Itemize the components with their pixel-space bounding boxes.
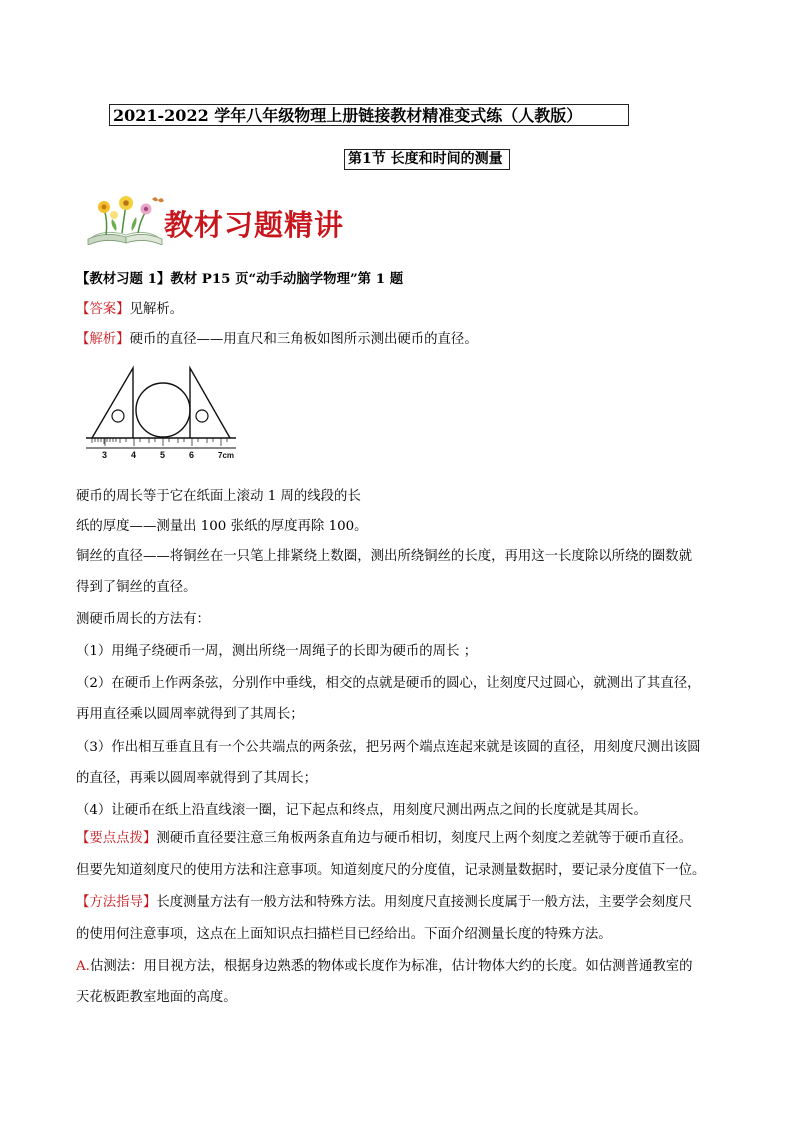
key-points-line-2: 但要先知道刻度尺的使用方法和注意事项。知道刻度尺的分度值，记录测量数据时，要记录分度值下一位。	[76, 863, 706, 878]
methods-intro: 测硬币周长的方法有：	[76, 612, 210, 627]
key-points-line-1: 测硬币直径要注意三角板两条直角边与硬币相切，刻度尺上两个刻度之差就等于硬币直径。	[156, 831, 692, 846]
analysis-tag: 【解析】	[76, 332, 130, 347]
method-3-line-1: （3）作出相互垂直且有一个公共端点的两条弦，把另两个端点连起来就是该圆的直径，用刻度尺测出该圆	[76, 740, 701, 755]
method-guide-tag: 【方法指导】	[76, 895, 157, 910]
copper-wire-text-2: 得到了铜丝的直径。	[76, 580, 197, 595]
method-3-line-2: 的直径，再乘以圆周率就得到了其周长；	[76, 771, 318, 786]
estimation-line-1	[76, 958, 693, 975]
method-2-line-1: （2）在硬币上作两条弦，分别作中垂线，相交的点就是硬币的圆心，让刻度尺过圆心，就测出了其直径，	[76, 676, 701, 691]
method-4: （4）让硬币在纸上沿直线滚一圈，记下起点和终点，用刻度尺测出两点之间的长度就是其周长。	[76, 803, 647, 818]
method-guide-paragraph	[76, 894, 692, 911]
key-points-paragraph	[76, 830, 692, 847]
exercise-heading: 【教材习题 1】教材 P15 页“动手动脑学物理”第 1 题	[76, 271, 404, 287]
key-points-tag: 【要点点拨】	[76, 831, 157, 846]
method-1: （1）用绳子绕硬币一周，测出所绕一周绳子的长即为硬币的周长 ；	[76, 644, 478, 659]
estimation-prefix: A.	[76, 959, 90, 974]
ruler-label-3: 3	[102, 450, 108, 460]
coin-perimeter-text: 硬币的周长等于它在纸面上滚动 1 周的线段的长	[76, 489, 361, 504]
estimation-line-2: 天花板距教室地面的高度。	[76, 990, 237, 1005]
answer-tag: 【答案】	[76, 302, 130, 317]
estimation-text-1	[76, 959, 693, 974]
banner-title: 教材习题精讲	[164, 208, 345, 242]
estimation-body: 估测法：用目视方法，根据身边熟悉的物体或长度作为标准，估计物体大约的长度。如估测普通教室的	[89, 959, 693, 974]
method-guide-line-1: 长度测量方法有一般方法和特殊方法。用刻度尺直接测长度属于一般方法，主要学会刻度尺	[156, 895, 692, 910]
document-title: 2021-2022 学年八年级物理上册链接教材精准变式练（人教版）	[109, 104, 629, 126]
method-2-line-2: 再用直径乘以圆周率就得到了其周长；	[76, 707, 304, 722]
analysis-text: 硬币的直径——用直尺和三角板如图所示测出硬币的直径。	[129, 332, 478, 347]
analysis-paragraph	[76, 331, 478, 348]
answer-text: 见解析。	[129, 302, 184, 317]
ruler-label-4: 4	[131, 450, 137, 460]
section-title: 第1节 长度和时间的测量	[344, 149, 510, 170]
ruler-label-6: 6	[189, 450, 195, 460]
method-guide-line-2: 的使用何注意事项，这点在上面知识点扫描栏目已经给出。下面介绍测量长度的特殊方法。	[76, 927, 612, 942]
ruler-label-7cm: 7cm	[218, 451, 235, 460]
ruler-ticks	[92, 438, 227, 446]
copper-wire-text-1: 铜丝的直径——将铜丝在一只笔上排紧绕上数圈，测出所绕铜丝的长度，再用这一长度除以所绕的圈数就	[76, 549, 692, 564]
coin-measurement-figure	[86, 364, 246, 462]
ruler-label-5: 5	[160, 450, 166, 460]
answer-paragraph	[76, 301, 183, 318]
paper-thickness-text: 纸的厚度——测量出 100 张纸的厚度再除 100。	[76, 519, 368, 534]
